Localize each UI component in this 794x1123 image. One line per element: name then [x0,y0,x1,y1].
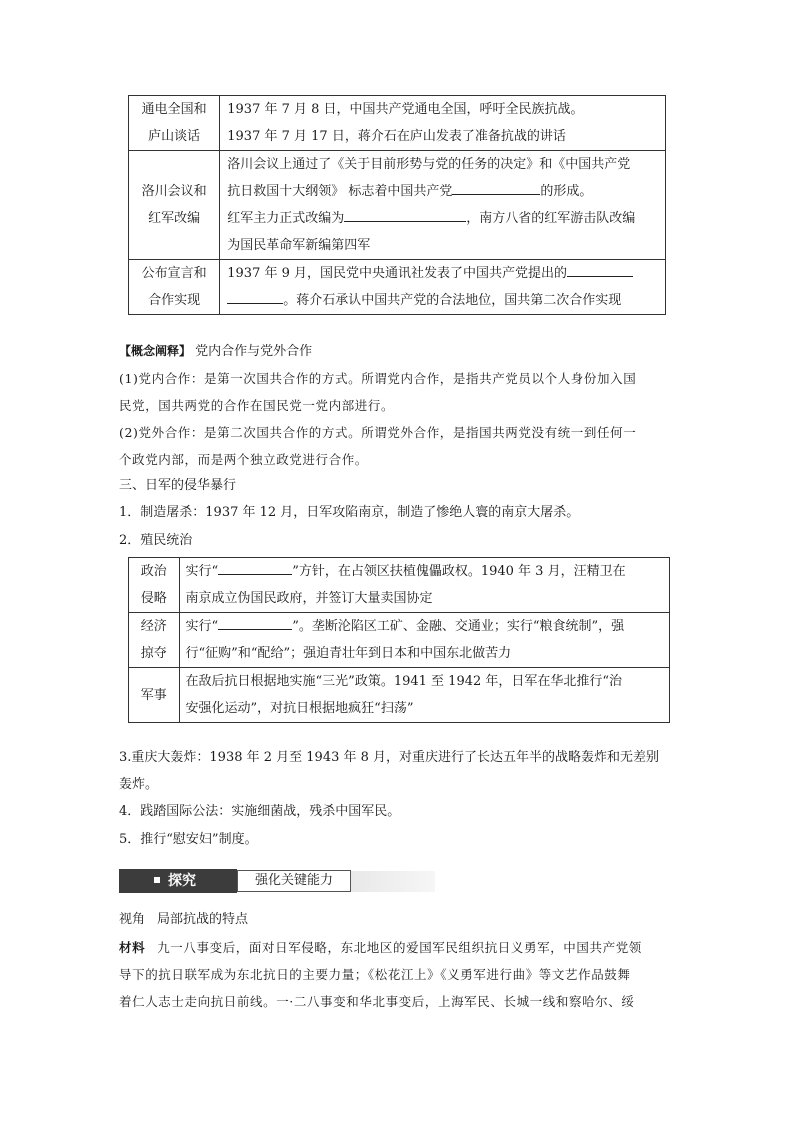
fill-in-blank [344,207,466,222]
row-label-line: 公布宣言和 [141,266,207,281]
table-row [129,96,666,151]
row-label [129,260,220,315]
content-text: 1937 年 9 月，国民党中央通讯社发表了中国共产党提出的 [227,266,568,281]
row-label-line: 红军改编 [148,211,201,226]
material-block [119,934,642,1015]
row-label [129,668,180,723]
content-line [227,205,665,232]
row-label-line: 军事 [140,687,167,703]
inquiry-banner [119,869,435,895]
content-text: 安强化运动”，对抗日根据地疯狂“扫荡” [185,701,414,716]
material-line: 导下的抗日联军成为东北抗日的主要力量；《松花江上》《义勇军进行曲》等文艺作品鼓舞 [119,967,631,982]
row-content [179,613,669,668]
concept-line: 个政党内部，而是两个独立政党进行合作。 [119,452,368,467]
content-line [186,640,669,667]
content-line [227,260,665,287]
content-line [227,123,665,150]
concept-line: (1)党内合作：是第一次国共合作的方式。所谓党内合作，是指共产党员以个人身份加入国 [119,371,637,386]
content-text: 洛川会议上通过了《关于目前形势与党的任务的决定》和《中国共产党 [227,157,631,172]
content-text: 红军主力正式改编为 [227,211,345,226]
content-text: 的形成。 [540,184,593,199]
section-heading: 三、日军的侵华暴行 [119,478,237,493]
fill-in-blank [218,560,292,575]
row-label-line: 通电全国和 [141,102,207,117]
material-line: 着仁人志士走向抗日前线。一·二八事变和华北事变后，上海军民、长城一线和察哈尔、绥 [119,994,635,1009]
banner-box-label: 强化关键能力 [237,870,351,892]
angle-title: 局部抗战的特点 [157,912,249,927]
row-label-line: 经济 [140,619,167,634]
content-line [186,695,669,722]
fill-in-blank [452,180,540,195]
banner-dark-label: 探究 [168,873,196,889]
colonial-rule-table [128,557,670,723]
row-label-line: 合作实现 [148,293,201,308]
row-label-line: 侵略 [140,591,167,606]
fill-in-blank [218,615,292,630]
content-line [186,585,669,612]
banner-dark-tab [119,869,237,893]
item-3-line-2: 轰炸。 [119,777,159,792]
content-text: 实行“ [185,564,219,579]
square-bullet-icon [154,877,160,883]
content-line [227,287,665,314]
row-label [129,558,180,613]
row-label-line: 政治 [140,564,167,579]
concept-line: 民党，国共两党的合作在国民党一党内部进行。 [119,398,395,413]
table-row [129,558,670,613]
content-line [227,96,665,123]
content-line [186,558,669,585]
table-row [129,613,670,668]
item-1: 1．制造屠杀：1937 年 12 月，日军攻陷南京，制造了惨绝人寰的南京大屠杀。 [119,505,580,520]
row-content [179,668,669,723]
content-text: 在敌后抗日根据地实施“三光”政策。1941 至 1942 年，日军在华北推行“治 [185,674,623,689]
row-label-line: 洛川会议和 [141,184,207,199]
content-line [227,178,665,205]
concept-line: (2)党外合作：是第二次国共合作的方式。所谓党外合作，是指国共两党没有统一到任何一 [119,425,637,440]
fill-in-blank [227,289,283,304]
row-label-line: 庐山谈话 [148,129,201,144]
content-text: 。蒋介石承认中国共产党的合法地位，国共第二次合作实现 [283,293,622,308]
concept-block [119,338,636,473]
content-line [227,232,665,259]
item-3-line-1: 3.重庆大轰炸：1938 年 2 月至 1943 年 8 月，对重庆进行了长达五年半的战略轰炸和无差别 [119,750,660,765]
item-2: 2．殖民统治 [119,533,193,548]
row-label [129,613,180,668]
row-label-line: 掠夺 [140,646,167,661]
content-text: 为国民革命军新编第四军 [227,238,371,253]
content-text: ，南方八省的红军游击队改编 [466,211,636,226]
row-label [129,96,220,151]
row-content [220,151,666,260]
row-content [179,558,669,613]
table-row [129,260,666,315]
angle-line [119,907,248,933]
content-text: 南京成立伪国民政府，并签订大量卖国协定 [185,591,433,606]
concept-heading: 【概念阐释】 [119,344,192,358]
content-line [227,151,665,178]
united-front-table [128,95,666,315]
content-text: 抗日救国十大纲领》 标志着中国共产党 [227,184,453,199]
content-text: 实行“ [185,619,219,634]
item-5: 5．推行“慰安妇”制度。 [119,832,258,847]
concept-heading-line [119,338,636,365]
material-line: 九一八事变后，面对日军侵略，东北地区的爱国军民组织抗日义勇军，中国共产党领 [157,940,642,955]
content-line [186,668,669,695]
content-text: ”。垄断沦陷区工矿、金融、交通业；实行“粮食统制”，强 [292,619,625,634]
content-text: 行“征购”和“配给”；强迫青壮年到日本和中国东北做苦力 [185,646,512,661]
content-line [186,613,669,640]
table-row [129,151,666,260]
concept-title: 党内合作与党外合作 [191,344,313,359]
row-label [129,151,220,260]
angle-label: 视角 [119,912,146,927]
content-text: ”方针，在占领区扶植傀儡政权。1940 年 3 月，汪精卫在 [292,564,626,579]
item-4: 4．践踏国际公法：实施细菌战，残杀中国军民。 [119,804,401,819]
content-text: 1937 年 7 月 8 日，中国共产党通电全国，呼吁全民族抗战。 [227,102,584,117]
row-content [220,260,666,315]
table-row [129,668,670,723]
content-text: 1937 年 7 月 17 日，蒋介石在庐山发表了准备抗战的讲话 [227,129,566,144]
row-content [220,96,666,151]
material-label: 材料 [119,940,146,955]
fill-in-blank [567,262,633,277]
